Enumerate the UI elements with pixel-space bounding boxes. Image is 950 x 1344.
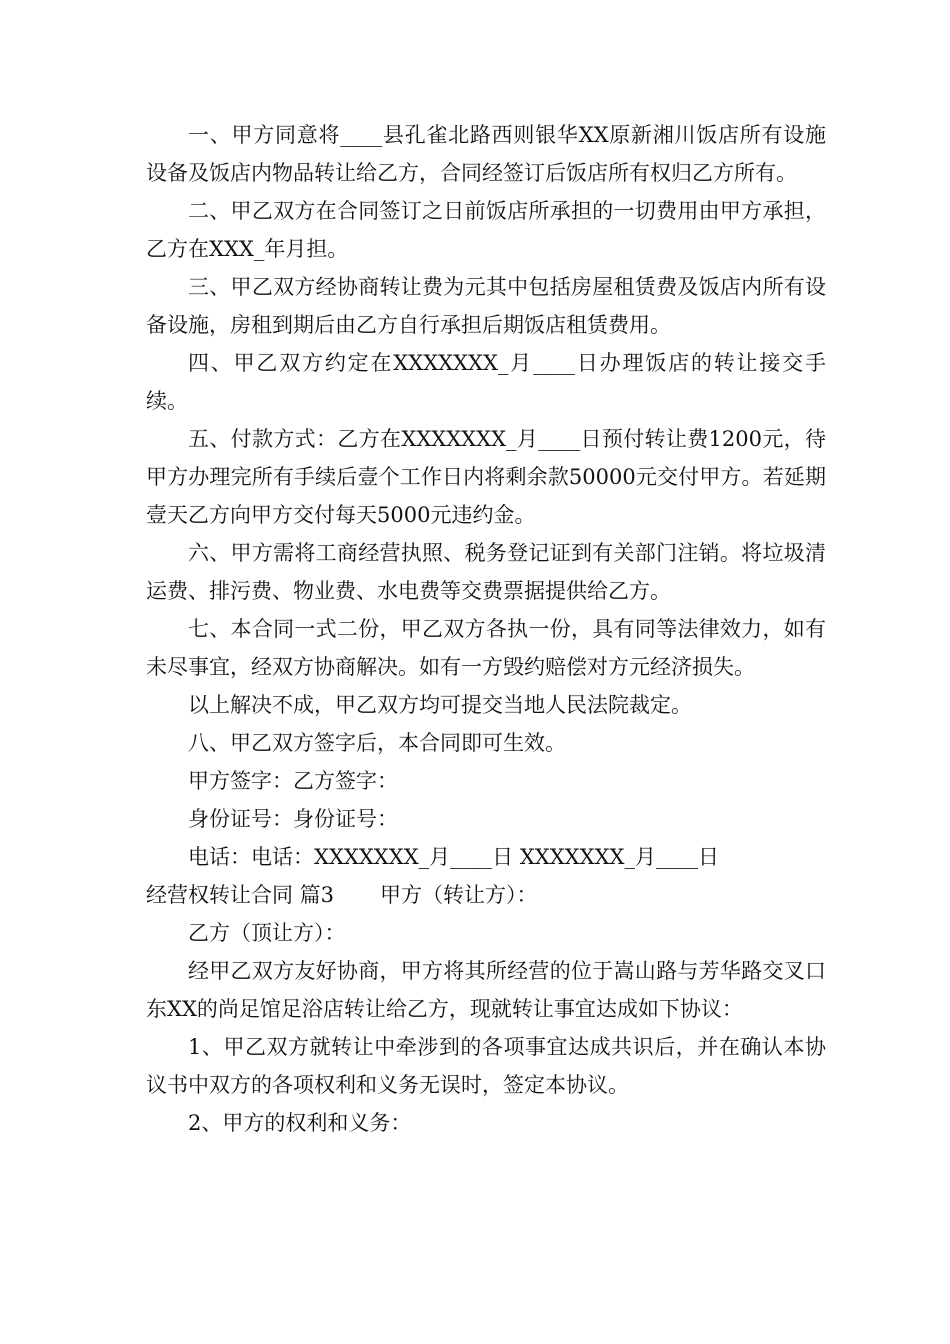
paragraph-item-2: 2、甲方的权利和义务： — [188, 1111, 412, 1135]
paragraph-clause-1: 一、甲方同意将____县孔雀北路西则银华XX原新湘川饭店所有设施设备及饭店内物品转让给乙方，合同经签订后饭店所有权归乙方所有。 — [146, 123, 826, 185]
party-b-label: 乙方（顶让方）： — [188, 921, 346, 945]
paragraph-clause-8: 八、甲乙双方签字后，本合同即可生效。 — [188, 731, 566, 755]
paragraph-clause-4: 四、甲乙双方约定在XXXXXXX_月____日办理饭店的转让接交手续。 — [146, 351, 826, 413]
document-body — [146, 116, 826, 1142]
paragraph-clause-6: 六、甲方需将工商经营执照、税务登记证到有关部门注销。将垃圾清运费、排污费、物业费、水电费等交费票据提供给乙方。 — [146, 541, 826, 603]
paragraph-clause-3: 三、甲乙双方经协商转让费为元其中包括房屋租赁费及饭店内所有设备设施，房租到期后由乙方自行承担后期饭店租赁费用。 — [146, 275, 826, 337]
id-number-line: 身份证号：身份证号： — [188, 807, 398, 831]
phone-date-line: 电话：电话：XXXXXXX_月____日 XXXXXXX_月____日 — [188, 845, 719, 869]
section-heading-line — [146, 876, 826, 914]
paragraph-clause-5: 五、付款方式：乙方在XXXXXXX_月____日预付转让费1200元，待甲方办理完所有手续后壹个工作日内将剩余款50000元交付甲方。若延期壹天乙方向甲方交付每天5000元违约金。 — [146, 427, 826, 527]
section-heading: 经营权转让合同 篇3 — [146, 883, 335, 907]
paragraph-clause-2: 二、甲乙双方在合同签订之日前饭店所承担的一切费用由甲方承担，乙方在XXX_年月担。 — [146, 199, 826, 261]
paragraph-intro: 经甲乙双方友好协商，甲方将其所经营的位于嵩山路与芳华路交叉口东XX的尚足馆足浴店转让给乙方，现就转让事宜达成如下协议： — [146, 959, 826, 1021]
signature-line: 甲方签字：乙方签字： — [188, 769, 398, 793]
paragraph-dispute: 以上解决不成，甲乙双方均可提交当地人民法院裁定。 — [188, 693, 692, 717]
party-a-label: 甲方（转让方）： — [380, 883, 538, 907]
paragraph-item-1: 1、甲乙双方就转让中牵涉到的各项事宜达成共识后，并在确认本协议书中双方的各项权利和义务无误时，签定本协议。 — [146, 1035, 826, 1097]
paragraph-clause-7: 七、本合同一式二份，甲乙双方各执一份，具有同等法律效力，如有未尽事宜，经双方协商解决。如有一方毁约赔偿对方元经济损失。 — [146, 617, 826, 679]
